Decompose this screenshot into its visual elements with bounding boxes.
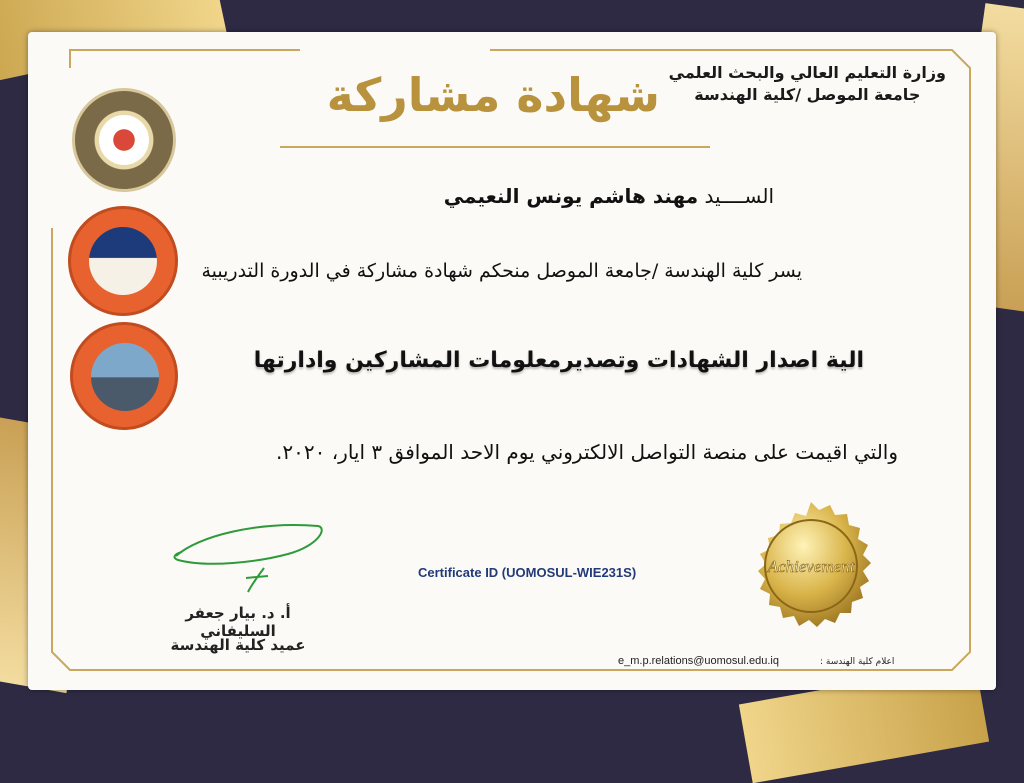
engineering-college-logo-icon (70, 322, 178, 430)
contact-label: اعلام كلية الهندسة : (820, 657, 895, 667)
recipient-prefix: الســــيد (704, 184, 774, 208)
contact-email[interactable]: e_m.p.relations@uomosul.edu.iq (618, 655, 779, 667)
achievement-seal-icon (738, 500, 884, 646)
course-title: الية اصدار الشهادات وتصديرمعلومات المشاركين وادارتها (253, 348, 864, 373)
signature-icon (168, 516, 328, 596)
dean-title: عميد كلية الهندسة (170, 636, 306, 654)
ministry-header (669, 62, 946, 106)
recipient-line (444, 184, 774, 208)
logo-center (91, 343, 159, 411)
seal-text: Achievement (767, 557, 855, 576)
date-text: والتي اقيمت على منصة التواصل الالكتروني يوم الاحد الموافق ٣ ايار، ٢٠٢٠. (276, 440, 898, 464)
university-logo-icon (68, 206, 178, 316)
ministry-name: وزارة التعليم العالي والبحث العلمي (668, 63, 946, 82)
title-underline (280, 146, 710, 148)
ministry-logo-icon (72, 88, 176, 192)
dean-name: أ. د. بيار جعفر السليفاني (185, 604, 291, 640)
certificate-title: شهادة مشاركة (326, 68, 660, 122)
university-college: جامعة الموصل /كلية الهندسة (694, 85, 921, 104)
logo-center (89, 227, 157, 295)
logo-center (99, 115, 149, 165)
recipient-name: مهند هاشم يونس النعيمي (443, 184, 699, 208)
certificate-id: Certificate ID (UOMOSUL-WIE231S) (418, 565, 637, 580)
intro-text: يسر كلية الهندسة /جامعة الموصل منحكم شهادة مشاركة في الدورة التدريبية (201, 260, 802, 282)
